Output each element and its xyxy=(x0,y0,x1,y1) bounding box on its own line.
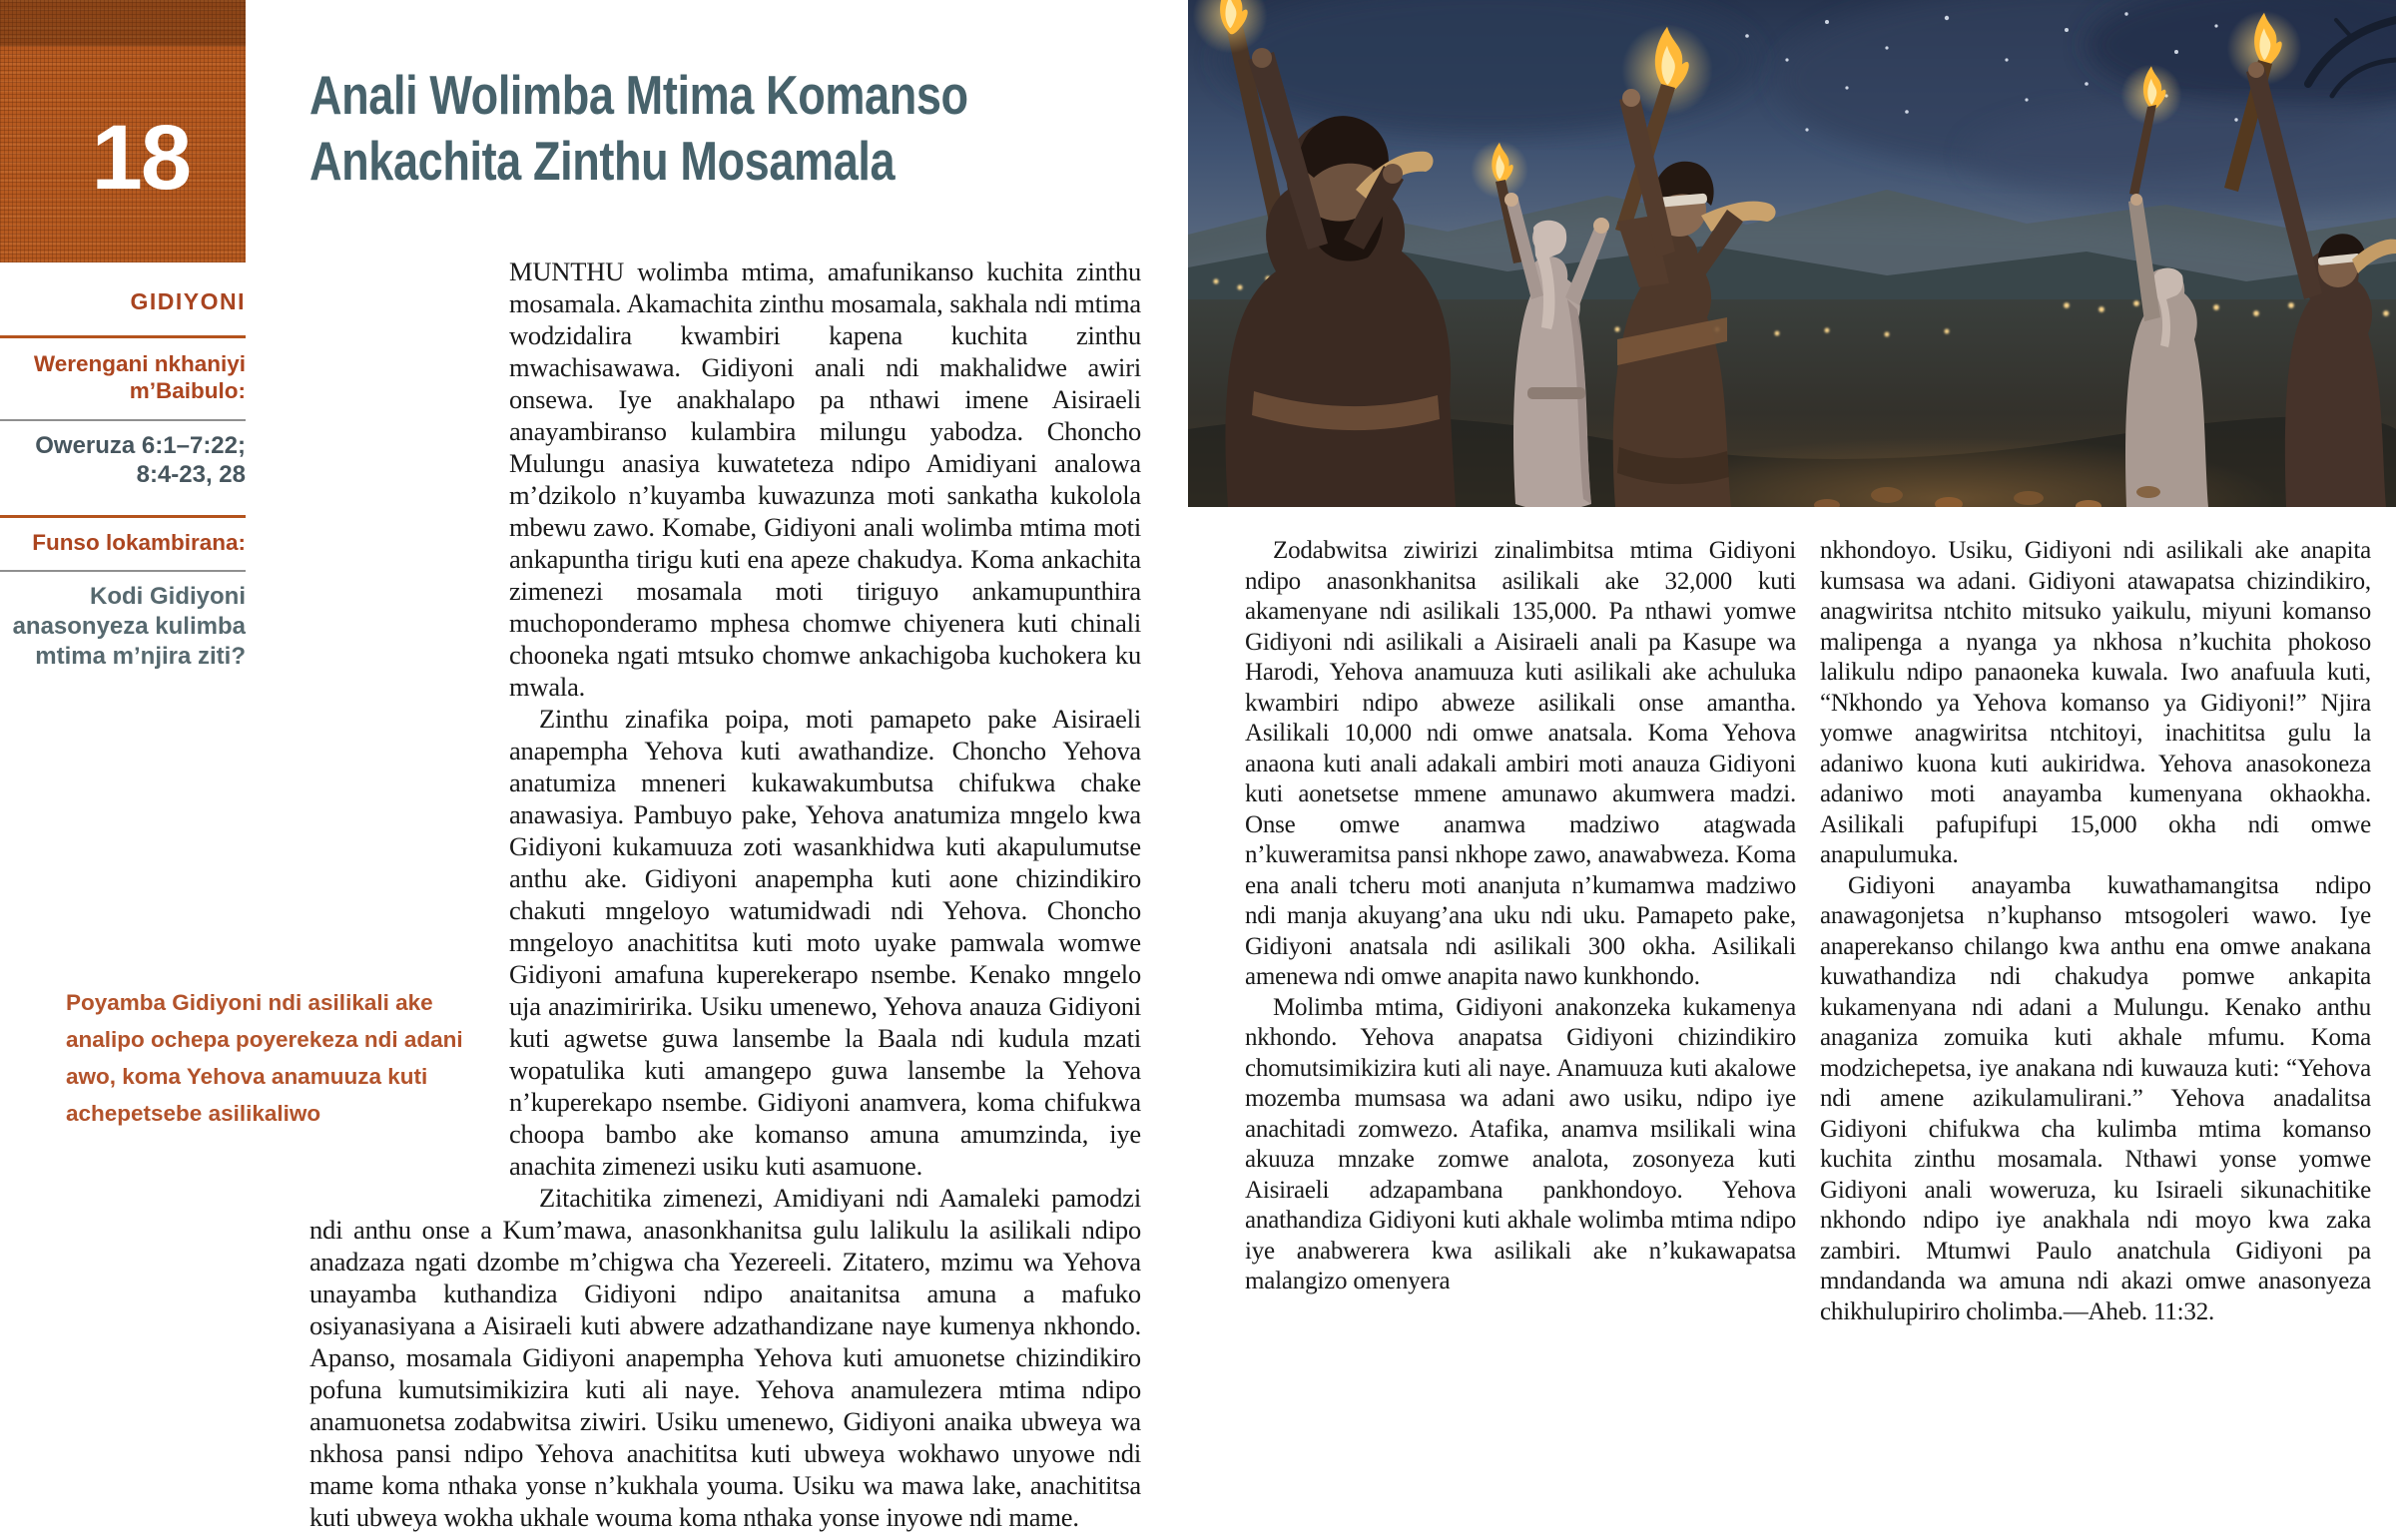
page-title: Anali Wolimba Mtima Komanso Ankachita Zinthu Mosamala xyxy=(309,64,968,192)
chapter-badge-topband xyxy=(0,0,246,46)
image-caption: Poyamba Gidiyoni ndi asilikali ake analipo ochepa poyerekeza ndi adani awo, koma Yehova anamuuza kuti achepetsebe asilikaliwo xyxy=(66,990,463,1126)
divider-gray xyxy=(0,419,246,421)
article-body xyxy=(309,256,1141,1533)
paragraph: Zitachitika zimenezi, Amidiyani ndi Aamaleki pamodzi ndi anthu onse a Kum’mawa, anasonkhanitsa gulu lalikulu la asilikali ndipo anadzaza ngati dzombe m’chigwa cha Yezereeli. Zitatero, mzimu wa Yehova unayamba kuthandiza Gidiyoni ndipo anaitanitsa amuna a mafuko osiyanasiyana a Aisiraeli kuti abwere adzathandizane naye kumenya nkhondo. Apanso, mosamala Gidiyoni anapempha Yehova kuti amuonetse chizindikiro pofuna kumutsimikizira kuti ali naye. Yehova anamulezera mtima ndipo anamuonetsa zodabwitsa ziwiri. Usiku umenewo, Gidiyoni anaika ubweya wa nkhosa pansi ndipo Yehova anachititsa kuti ubweya wokhawo unyowe ndi mame koma nthaka yonse n’kukhala youma. Usiku wa mawa lake, anachititsa kuti ubweya wokha ukhale wouma koma nthaka yonse inyowe ndi mame. xyxy=(309,1183,1141,1532)
divider-orange xyxy=(0,335,246,338)
read-label-line-2: m’Baibulo: xyxy=(129,378,246,404)
read-label xyxy=(0,350,246,405)
right-column-1 xyxy=(1245,536,1796,1297)
divider-orange xyxy=(0,515,246,518)
chapter-badge xyxy=(0,0,246,262)
paragraph: Gidiyoni anayamba kuwathamangitsa ndipo anawagonjetsa n’kuphanso mtsogoleri wawo. Iye anaperekanso chilango kwa anthu ena omwe anakana kuwathandiza ndi chakudya pomwe ankapita kukamenyana ndi adani a Mulungu. Kenako anthu anaganiza zomuika kuti akhale mfumu. Koma modzichepetsa, iye anakana ndi kuwauza kuti: “Yehova ndi amene azikulamulirani.” Yehova anadalitsa Gidiyoni chifukwa cha kulimba mtima komanso kuchita zinthu mosamala. Nthawi yonse yomwe Gidiyoni anali woweruza, ku Isiraeli sikunachitike nkhondo ndipo iye anakhala ndi moyo kwa zaka zambiri. Mtumwi Paulo anatchula Gidiyoni pa mndandanda wa amuna ndi akazi omwe anasonyeza chikhulupiriro cholimba.—Aheb. 11:32. xyxy=(1820,871,2371,1325)
right-column-2 xyxy=(1820,536,2371,1327)
read-label-line-1: Werengani nkhaniyi xyxy=(33,351,246,376)
night-battle-illustration xyxy=(1188,0,2396,507)
paragraph: Molimba mtima, Gidiyoni anakonzeka kukamenya nkhondo. Yehova anapatsa Gidiyoni chizindikiro chomutsimikizira kuti ali naye. Anamuuza kuti akalowe mozemba mumsasa wa adani awo usiku, ndipo iye anachitadi zomwezo. Atafika, anamva msilikali wina akuuza mnzake zomwe analota, zosonyeza kuti Aisiraeli adzapambana pankhondoyo. Yehova anathandiza Gidiyoni kuti akhale wolimba mtima ndipo iye anabwerera kwa asilikali ake n’kukawapatsa malangizo omenyera xyxy=(1245,993,1796,1294)
divider-gray xyxy=(0,570,246,572)
paragraph: Zodabwitsa ziwirizi zinalimbitsa mtima Gidiyoni ndipo anasonkhanitsa asilikali ake 32,000 kuti akamenyane ndi asilikali 135,000. Pa nthawi yomwe Gidiyoni ndi asilikali a Aisiraeli anali pa Kasupe wa Harodi, Yehova anamuuza kuti asilikali ake achuluka kwambiri ndipo abweze asilikali onse amantha. Asilikali 10,000 ndi omwe anatsala. Koma Yehova anaona kuti anali adakali ambiri moti anauza Gidiyoni kuti aonetsetse mmene amunawo akumwera madzi. Onse omwe anamwa madziwo atagwada n’kuweramitsa pansi nkhope zawo, anawabweza. Koma ena anali tcheru moti ananjuta n’kumamwa madziwo ndi manja akuyang’ana uku ndi uku. Pamapeto pake, Gidiyoni anatsala ndi asilikali 300 okha. Asilikali amenewa ndi omwe anapita nawo kunkhondo. xyxy=(1245,537,1796,990)
illustration-frame xyxy=(1188,0,2396,507)
scripture-reference-line-1: Oweruza 6:1–7:22; xyxy=(35,431,246,459)
chapter-number: 18 xyxy=(91,107,190,209)
sidebar xyxy=(0,0,246,673)
paragraph: Zinthu zinafika poipa, moti pamapeto pake Aisiraeli anapempha Yehova kuti awathandize. Choncho Yehova anatumiza mneneri kukawakumbutsa chifukwa chake anawasiya. Pambuyo pake, Yehova anatumiza mngelo kwa Gidiyoni kukamuuza zoti wasankhidwa kuti akapulumutse anthu ake. Gidiyoni anapempha kuti aone chizindikiro chakuti mngeloyo watumidwadi ndi Yehova. Choncho mngeloyo anachititsa kuti moto uyake pamwala womwe Gidiyoni amafuna kuperekerapo nsembe. Kenako mngelo uja anazimiririka. Usiku umenewo, Yehova anauza Gidiyoni kuti agwetse guwa lansembe la Baala ndi kudula mzati wopatulika kuti amangepo guwa lansembe la Yehova n’kuperekapo nsembe. Gidiyoni anamvera, koma chifukwa choopa bambo ake komanso amuna amumzinda, iye anachita zimenezi usiku kuti asamuone. xyxy=(509,704,1141,1181)
discussion-question: Kodi Gidiyoni anasonyeza kulimba mtima m’njira ziti? xyxy=(12,582,246,671)
scripture-reference-line-2: 8:4-23, 28 xyxy=(136,461,246,489)
paragraph-continuation: nkhondoyo. Usiku, Gidiyoni ndi asilikali ake anapita kumsasa wa adani. Gidiyoni atawapatsa chizindikiro, anagwiritsa ntchito mitsuko yaikulu, miyuni komanso malipenga a nyanga ya nkhosa n’kuchita phokoso lalikulu ndipo panaoneka kuwala. Iwo anafuula kuti, “Nkhondo ya Yehova komanso ya Gidiyoni!” Njira yomwe anagwiritsa ntchitoyi, inachititsa gulu la adaniwo kuona kuti aukiridwa. Yehova anasokoneza adaniwo moti anayamba kumenyana okhaokha. Asilikali pafupifupi 15,000 okha ndi omwe anapulumuka. xyxy=(1820,537,2371,868)
paragraph: MUNTHU wolimba mtima, amafunikanso kuchita zinthu mosamala. Akamachita zinthu mosamala, sakhala ndi mtima wodzidalira kwambiri kapena kuchita zinthu mwachisawawa. Gidiyoni anali ndi makhalidwe awiri onsewa. Iye anakhalapo pa nthawi imene Aisiraeli anayambiranso kulambira milungu yabodza. Choncho Mulungu anasiya kuwateteza ndipo Amidiyani analowa m’dzikolo n’kuyamba kuwazunza moti sankatha kukolola mbewu zawo. Komabe, Gidiyoni anali wolimba mtima moti ankapuntha tirigu kuti ena apeze chakudya. Koma ankachita zimenezi mosamala moti tiriguyo ankamupunthira muchoponderamo mphesa chomwe chiyenera kuti chinali chooneka ngati mtsuko chomwe ankachigoba kuchokera ku mwala. xyxy=(509,257,1141,702)
section-category: GIDIYONI xyxy=(130,288,246,314)
scripture-reference xyxy=(0,431,246,490)
discussion-question-label: Funso lokambirana: xyxy=(32,530,246,556)
